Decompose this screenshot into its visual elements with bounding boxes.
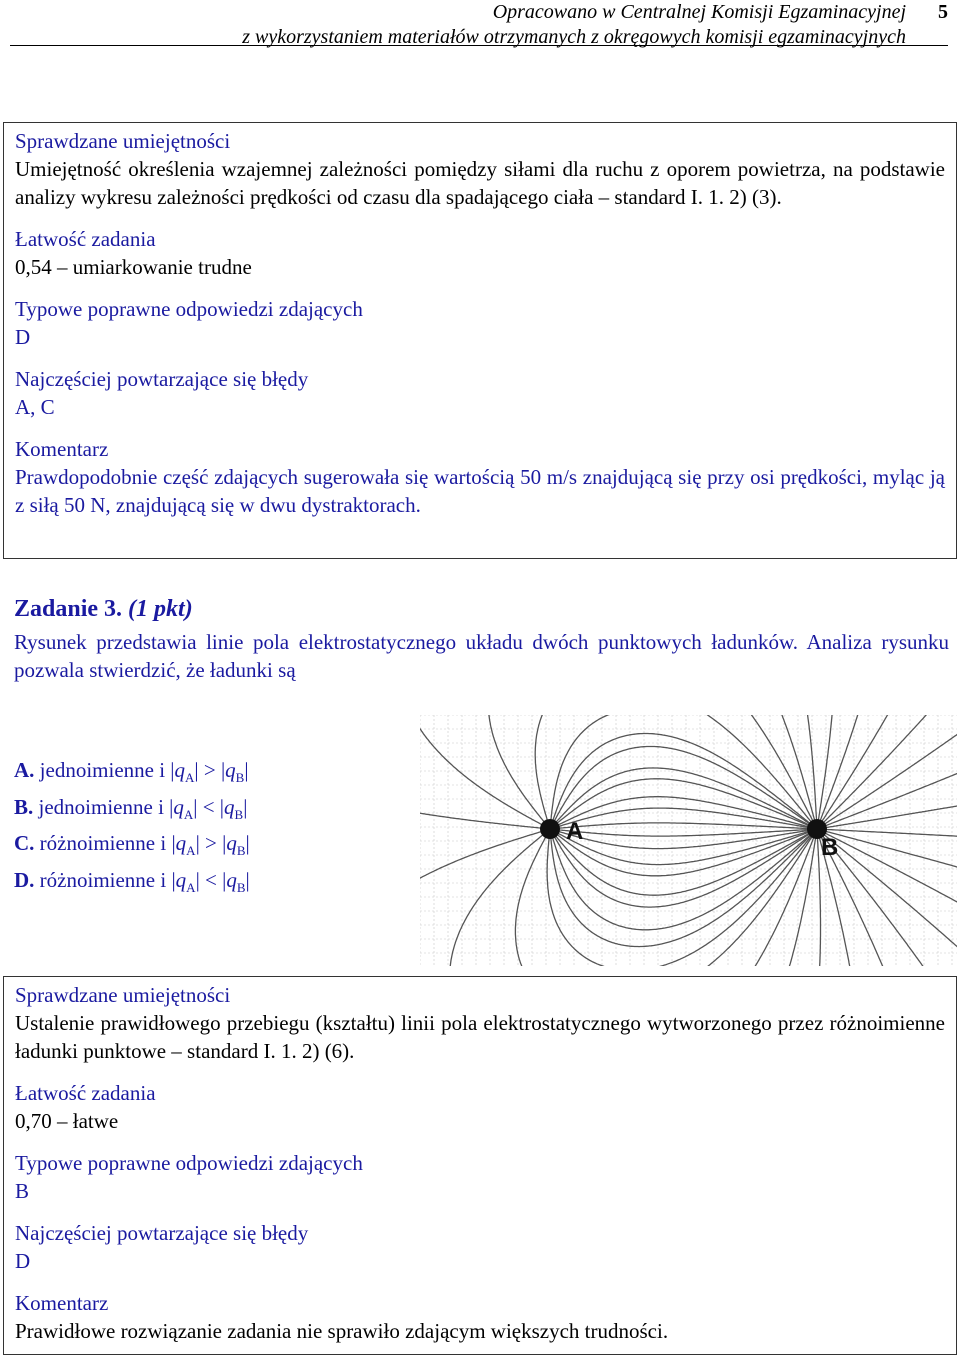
- task2-commentary-box: [3, 122, 957, 559]
- header-line-2: z wykorzystaniem materiałów otrzymanych z okręgowych komisji egzaminacyjnych: [242, 26, 906, 48]
- label-b: B: [821, 834, 839, 861]
- comment-heading: Komentarz: [15, 437, 109, 461]
- option-a: A. jednoimienne i $|q_A| > |q_B|$: [14, 758, 249, 786]
- errors-heading: Najczęściej powtarzające się błędy: [15, 1221, 309, 1245]
- comment-text: Prawdopodobnie część zdających sugerowała się wartością 50 m/s znajdującą się przy osi prędkości, myląc ją z siłą 50 N, znajdującą się w dwu dystraktorach.: [15, 465, 945, 517]
- task-number: Zadanie 3.: [14, 596, 123, 622]
- field-lines: [420, 715, 957, 966]
- difficulty-heading: Łatwość zadania: [15, 227, 156, 251]
- charge-a: [540, 819, 560, 839]
- task3-commentary-box: [3, 976, 957, 1355]
- answer-options: [14, 756, 250, 903]
- answers-heading: Typowe poprawne odpowiedzi zdających: [15, 1151, 363, 1175]
- skills-text: Umiejętność określenia wzajemnej zależności pomiędzy siłami dla ruchu z oporem powietrza, na podstawie analizy wykresu zależności prędkości od czasu dla spadającego ciała – standard I. 1. 2) (3).: [15, 157, 945, 209]
- option-b: B. jednoimienne i $|q_A| < |q_B|$: [14, 794, 248, 822]
- option-c: C. różnoimienne i $|q_A| > |q_B|$: [14, 831, 250, 859]
- answers-heading: Typowe poprawne odpowiedzi zdających: [15, 297, 363, 321]
- page-header: [48, 0, 948, 50]
- task3: [14, 594, 949, 684]
- skills-heading: Sprawdzane umiejętności: [15, 983, 231, 1007]
- label-a: A: [566, 818, 584, 845]
- skills-text: Ustalenie prawidłowego przebiegu (kształtu) linii pola elektrostatycznego wytworzonego przez różnoimienne ładunki punktowe – standard I. 1. 2) (6).: [15, 1011, 945, 1063]
- header-rule: [10, 45, 948, 46]
- page-number: 5: [938, 1, 948, 23]
- difficulty-text: 0,70 – łatwe: [15, 1109, 119, 1133]
- task-points: (1 pkt): [128, 596, 193, 622]
- task-title: [14, 594, 949, 624]
- header-line-1: Opracowano w Centralnej Komisji Egzaminacyjnej: [492, 1, 906, 23]
- answers-text: D: [15, 325, 31, 349]
- difficulty-heading: Łatwość zadania: [15, 1081, 156, 1105]
- task-text: Rysunek przedstawia linie pola elektrostatycznego układu dwóch punktowych ładunków. Analiza rysunku pozwala stwierdzić, że ładunki są: [14, 630, 949, 682]
- field-lines-figure: [420, 715, 957, 966]
- answers-text: B: [15, 1179, 30, 1203]
- difficulty-text: 0,54 – umiarkowanie trudne: [15, 255, 252, 279]
- option-d: D. różnoimienne i $|q_A| < |q_B|$: [14, 868, 250, 896]
- comment-text: Prawidłowe rozwiązanie zadania nie sprawiło zdającym większych trudności.: [15, 1319, 669, 1343]
- errors-text: D: [15, 1249, 31, 1273]
- errors-heading: Najczęściej powtarzające się błędy: [15, 367, 309, 391]
- skills-heading: Sprawdzane umiejętności: [15, 129, 231, 153]
- comment-heading: Komentarz: [15, 1291, 109, 1315]
- errors-text: A, C: [15, 395, 55, 419]
